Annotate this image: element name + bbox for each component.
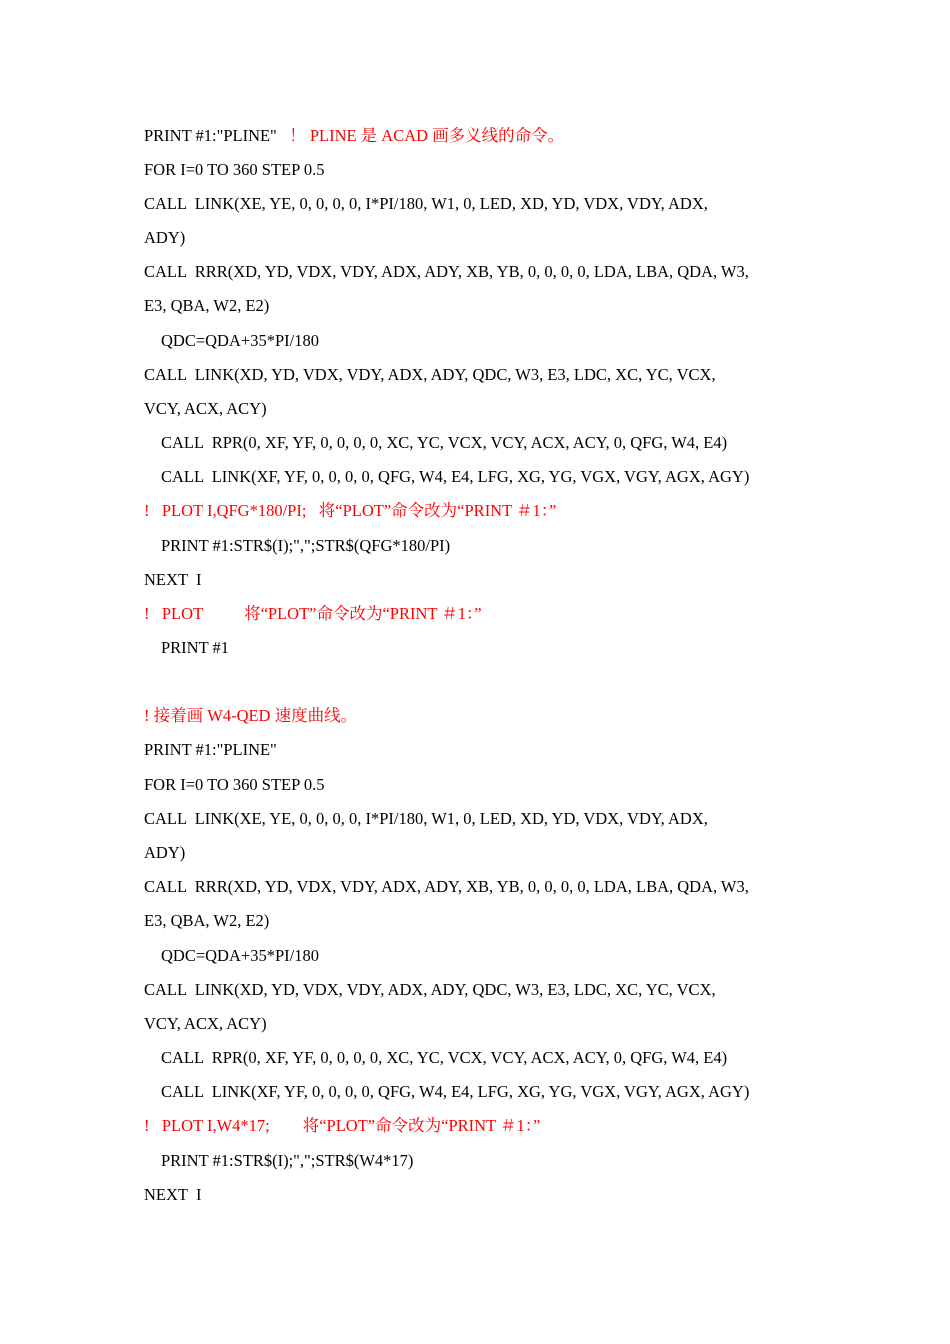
code-line: VCY, ACX, ACY) [144,1014,267,1033]
code-line: ADY) [144,843,186,862]
code-line: FOR I=0 TO 360 STEP 0.5 [144,775,325,794]
code-line: CALL RRR(XD, YD, VDX, VDY, ADX, ADY, XB, YB, 0, 0, 0, 0, LDA, LBA, QDA, W3, [144,262,749,281]
code-line: E3, QBA, W2, E2) [144,911,270,930]
code-line: PRINT #1:STR$(I);",";STR$(QFG*180/PI) [161,536,451,555]
code-line: QDC=QDA+35*PI/180 [161,946,319,965]
code-line: CALL LINK(XF, YF, 0, 0, 0, 0, QFG, W4, E4, LFG, XG, YG, VGX, VGY, AGX, AGY) [161,467,750,486]
code-line: QDC=QDA+35*PI/180 [161,331,319,350]
code-line: NEXT I [144,1185,202,1204]
code-line [144,126,564,146]
code-line: CALL LINK(XE, YE, 0, 0, 0, 0, I*PI/180, W1, 0, LED, XD, YD, VDX, VDY, ADX, [144,809,708,828]
code-line: CALL RRR(XD, YD, VDX, VDY, ADX, ADY, XB, YB, 0, 0, 0, 0, LDA, LBA, QDA, W3, [144,877,749,896]
code-line: CALL LINK(XD, YD, VDX, VDY, ADX, ADY, QDC, W3, E3, LDC, XC, YC, VCX, [144,980,716,999]
code-line: PRINT #1:"PLINE" [144,740,277,759]
code-line: FOR I=0 TO 360 STEP 0.5 [144,160,325,179]
comment-text: ！ PLINE 是 ACAD 画多义线的命令。 [276,126,565,145]
code-line: CALL LINK(XD, YD, VDX, VDY, ADX, ADY, QDC, W3, E3, LDC, XC, YC, VCX, [144,365,716,384]
code-line: CALL RPR(0, XF, YF, 0, 0, 0, 0, XC, YC, VCX, VCY, ACX, ACY, 0, QFG, W4, E4) [161,1048,728,1067]
comment-line: ! PLOT 将“PLOT”命令改为“PRINT ＃1：” [144,604,482,623]
code-line: ADY) [144,228,186,247]
code-text: PRINT #1:"PLINE" [144,126,277,145]
code-line: NEXT I [144,570,202,589]
comment-line: ! PLOT I,W4*17; 将“PLOT”命令改为“PRINT ＃1：” [144,1116,541,1135]
code-line: E3, QBA, W2, E2) [144,296,270,315]
code-line: CALL LINK(XF, YF, 0, 0, 0, 0, QFG, W4, E4, LFG, XG, YG, VGX, VGY, AGX, AGY) [161,1082,750,1101]
code-line: PRINT #1:STR$(I);",";STR$(W4*17) [161,1151,414,1170]
comment-line: ! 接着画 W4-QED 速度曲线。 [144,706,358,725]
code-line: VCY, ACX, ACY) [144,399,267,418]
code-line: CALL RPR(0, XF, YF, 0, 0, 0, 0, XC, YC, VCX, VCY, ACX, ACY, 0, QFG, W4, E4) [161,433,728,452]
code-line: PRINT #1 [161,638,229,657]
comment-line: ! PLOT I,QFG*180/PI; 将“PLOT”命令改为“PRINT ＃1：” [144,501,557,520]
code-line: CALL LINK(XE, YE, 0, 0, 0, 0, I*PI/180, W1, 0, LED, XD, YD, VDX, VDY, ADX, [144,194,708,213]
